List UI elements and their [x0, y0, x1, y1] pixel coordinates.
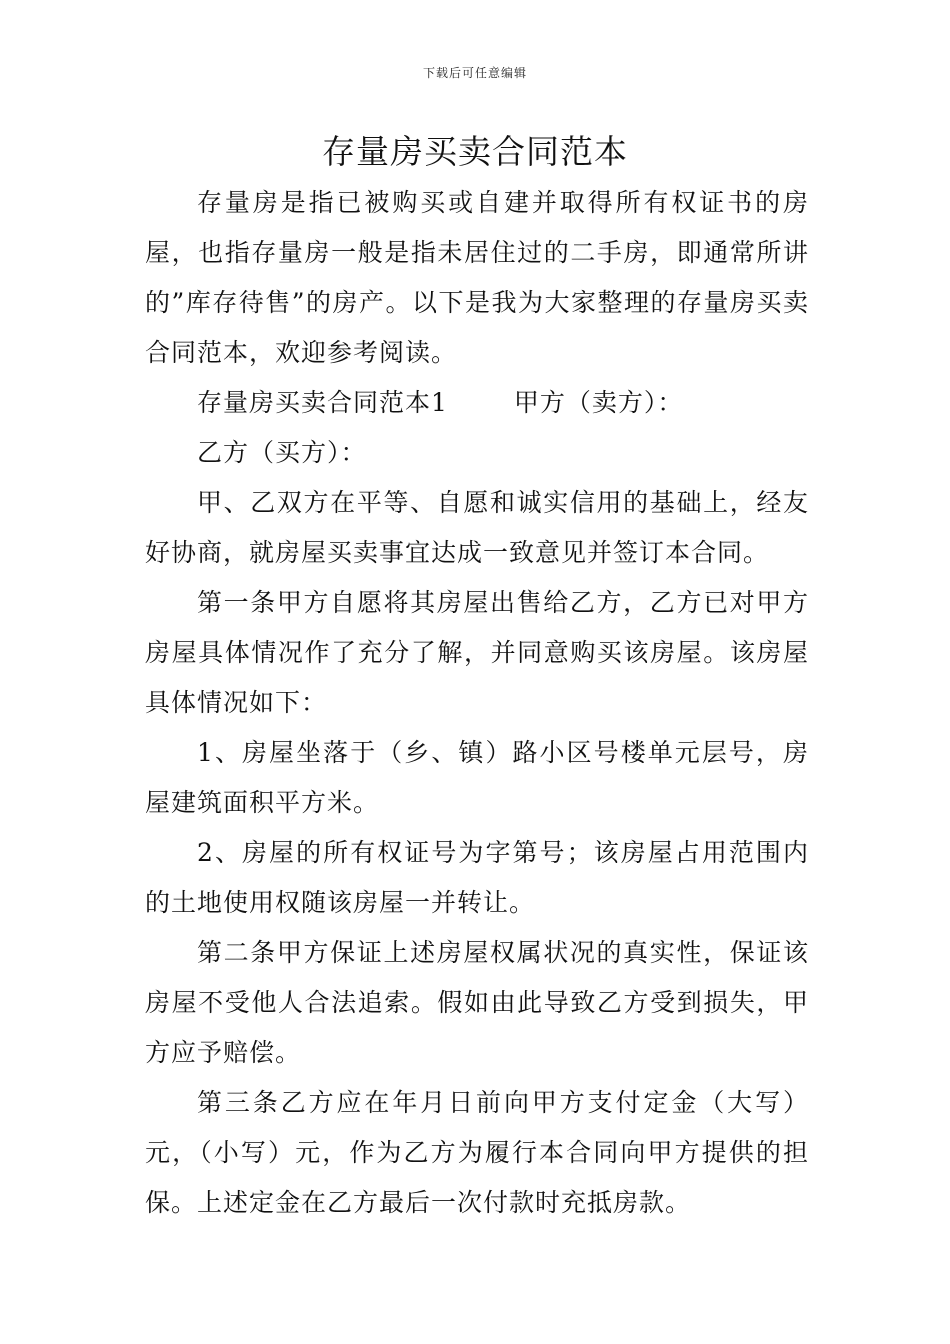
- spacer: [448, 378, 514, 428]
- party-b-label: 乙方（买方）：: [197, 438, 367, 467]
- party-b-row: [145, 428, 809, 478]
- contract-paragraph: 第二条甲方保证上述房屋权属状况的真实性，保证该房屋不受他人合法追索。假如由此导致乙方受到损失，甲方应予赔偿。: [145, 938, 809, 1067]
- contract-paragraph: 第三条乙方应在年月日前向甲方支付定金（大写）元，（小写）元，作为乙方为履行本合同向甲方提供的担保。上述定金在乙方最后一次付款时充抵房款。: [145, 1088, 809, 1217]
- header-note: 下载后可任意编辑: [422, 66, 527, 80]
- document-body: [145, 178, 809, 1228]
- party-a-label: 甲方（卖方）：: [513, 388, 684, 417]
- sample-heading: 存量房买卖合同范本1: [197, 388, 448, 417]
- contract-paragraph: 第一条甲方自愿将其房屋出售给乙方，乙方已对甲方房屋具体情况作了充分了解，并同意购买该房屋。该房屋具体情况如下：: [145, 588, 809, 717]
- contract-paragraph: 2、房屋的所有权证号为字第号；该房屋占用范围内的土地使用权随该房屋一并转让。: [145, 838, 809, 917]
- contract-paragraph: 甲、乙双方在平等、自愿和诚实信用的基础上，经友好协商，就房屋买卖事宜达成一致意见并签订本合同。: [145, 488, 809, 567]
- intro-paragraph: 存量房是指已被购买或自建并取得所有权证书的房屋，也指存量房一般是指未居住过的二手房，即通常所讲的”库存待售”的房产。以下是我为大家整理的存量房买卖合同范本，欢迎参考阅读。: [145, 188, 809, 367]
- contract-paragraph: 1、房屋坐落于（乡、镇）路小区号楼单元层号，房屋建筑面积平方米。: [145, 738, 809, 817]
- sample-heading-row: [145, 378, 809, 428]
- page-title: 存量房买卖合同范本: [322, 132, 628, 171]
